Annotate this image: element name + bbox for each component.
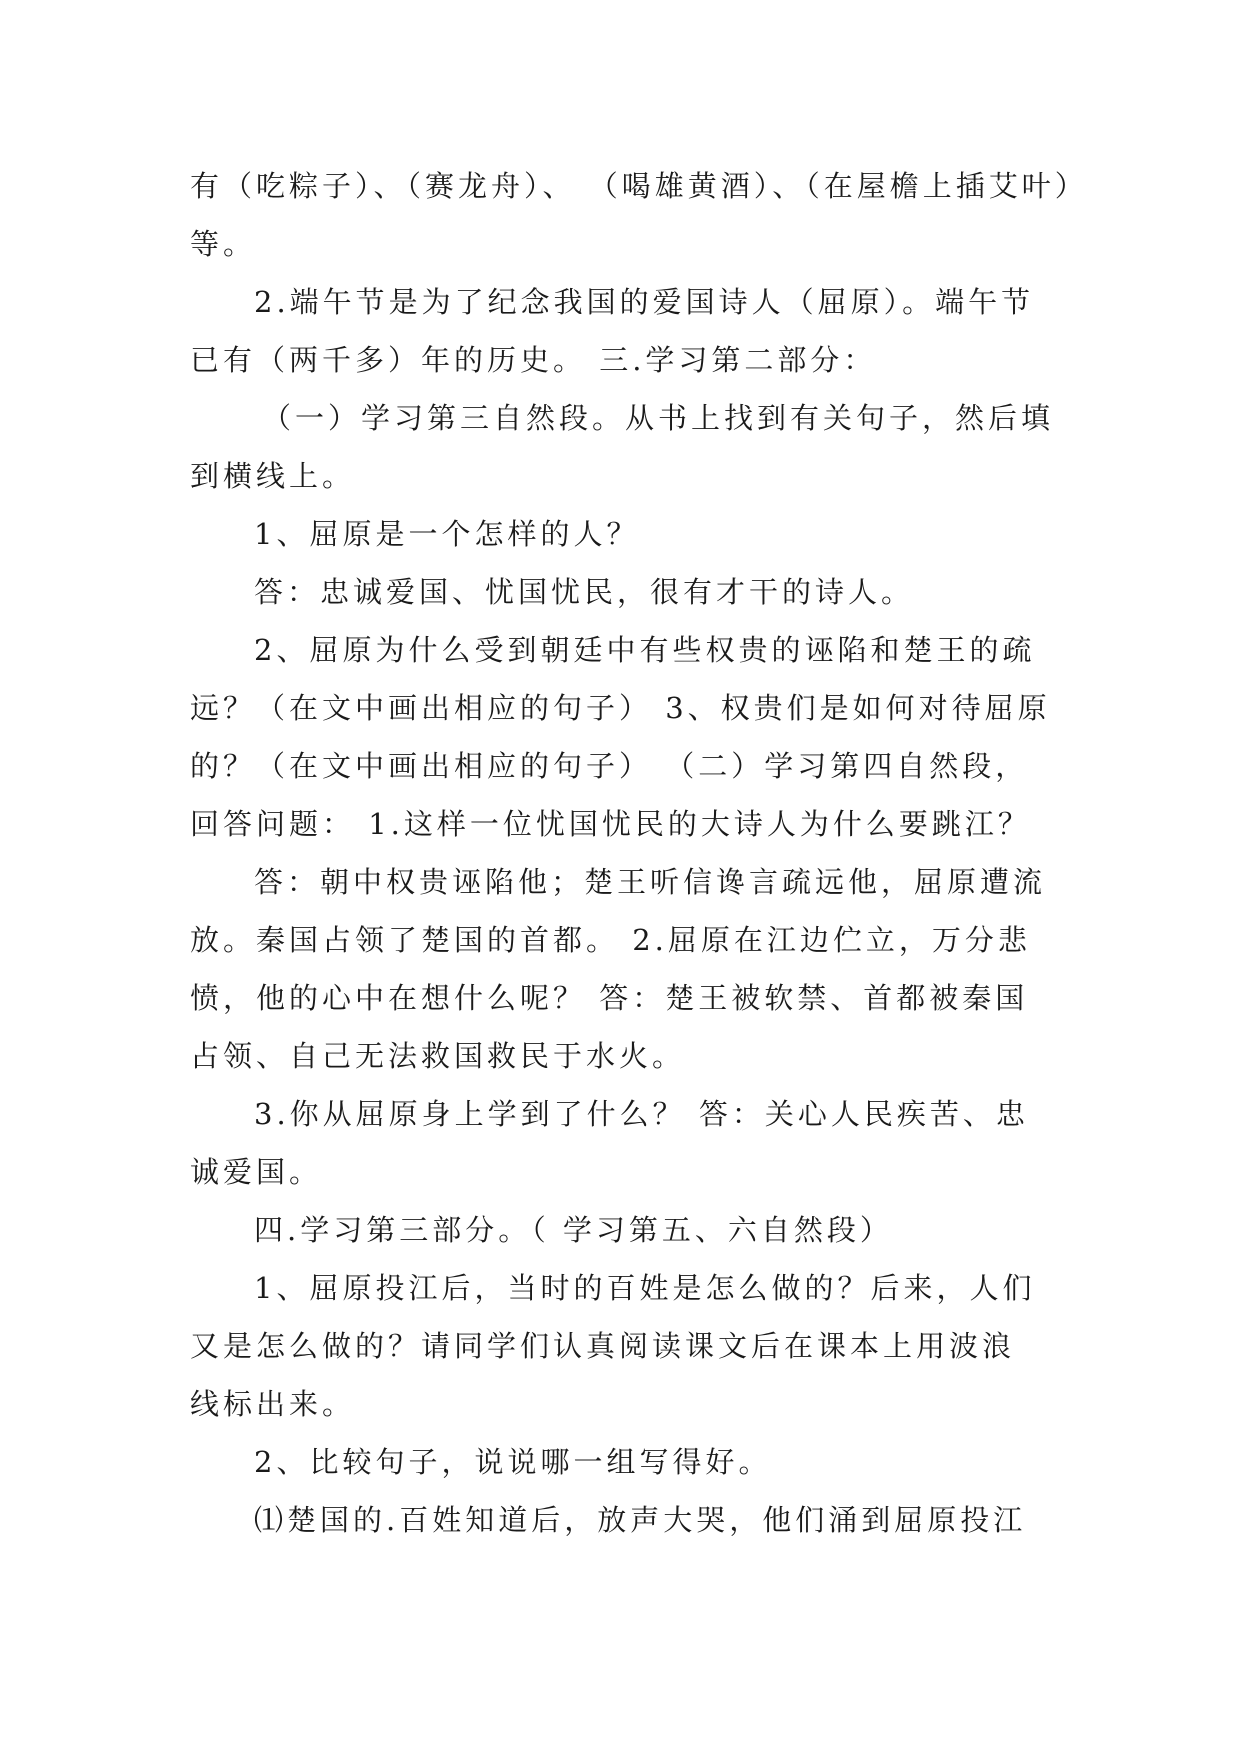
text-line: 等。 bbox=[190, 227, 257, 261]
text-line: 又是怎么做的？请同学们认真阅读课文后在课本上用波浪 bbox=[190, 1329, 1016, 1363]
text-line: 占领、自己无法救国救民于水火。 bbox=[190, 1039, 686, 1073]
text-line: 诚爱国。 bbox=[190, 1155, 323, 1189]
text-line: ⑴楚国的.百姓知道后，放声大哭，他们涌到屈原投江 bbox=[254, 1503, 1027, 1537]
text-line: 答：忠诚爱国、忧国忧民，很有才干的诗人。 bbox=[254, 575, 915, 609]
text-line: 2、屈原为什么受到朝廷中有些权贵的诬陷和楚王的疏 bbox=[254, 633, 1036, 667]
text-line: 远？（在文中画出相应的句子） 3、权贵们是如何对待屈原 bbox=[190, 691, 1051, 725]
text-line: 已有（两千多）年的历史。 三.学习第二部分： bbox=[190, 343, 877, 377]
text-line: 有（吃粽子）、（赛龙舟）、 （喝雄黄酒）、（在屋檐上插艾叶） bbox=[190, 169, 1088, 203]
text-line: 2、比较句子，说说哪一组写得好。 bbox=[254, 1445, 772, 1479]
text-line: 到横线上。 bbox=[190, 459, 356, 493]
text-line: 1、屈原投江后，当时的百姓是怎么做的？后来，人们 bbox=[254, 1271, 1036, 1305]
text-line: 3.你从屈原身上学到了什么？ 答：关心人民疾苦、忠 bbox=[254, 1097, 1029, 1131]
text-line: 2.端午节是为了纪念我国的爱国诗人（屈原）。端午节 bbox=[254, 285, 1035, 319]
text-line: 回答问题： 1.这样一位忧国忧民的大诗人为什么要跳江？ bbox=[190, 807, 1031, 841]
text-line: （一）学习第三自然段。从书上找到有关句子，然后填 bbox=[262, 401, 1055, 435]
text-line: 四.学习第三部分。（ 学习第五、六自然段） bbox=[254, 1213, 893, 1247]
text-line: 答：朝中权贵诬陷他；楚王听信谗言疏远他，屈原遭流 bbox=[254, 865, 1047, 899]
text-line: 放。秦国占领了楚国的首都。 2.屈原在江边伫立，万分悲 bbox=[190, 923, 1031, 957]
text-line: 愤，他的心中在想什么呢？ 答：楚王被软禁、首都被秦国 bbox=[190, 981, 1029, 1015]
text-line: 1、屈原是一个怎样的人？ bbox=[254, 517, 640, 551]
text-line: 的？（在文中画出相应的句子） （二）学习第四自然段， bbox=[190, 749, 1029, 783]
text-line: 线标出来。 bbox=[190, 1387, 356, 1421]
